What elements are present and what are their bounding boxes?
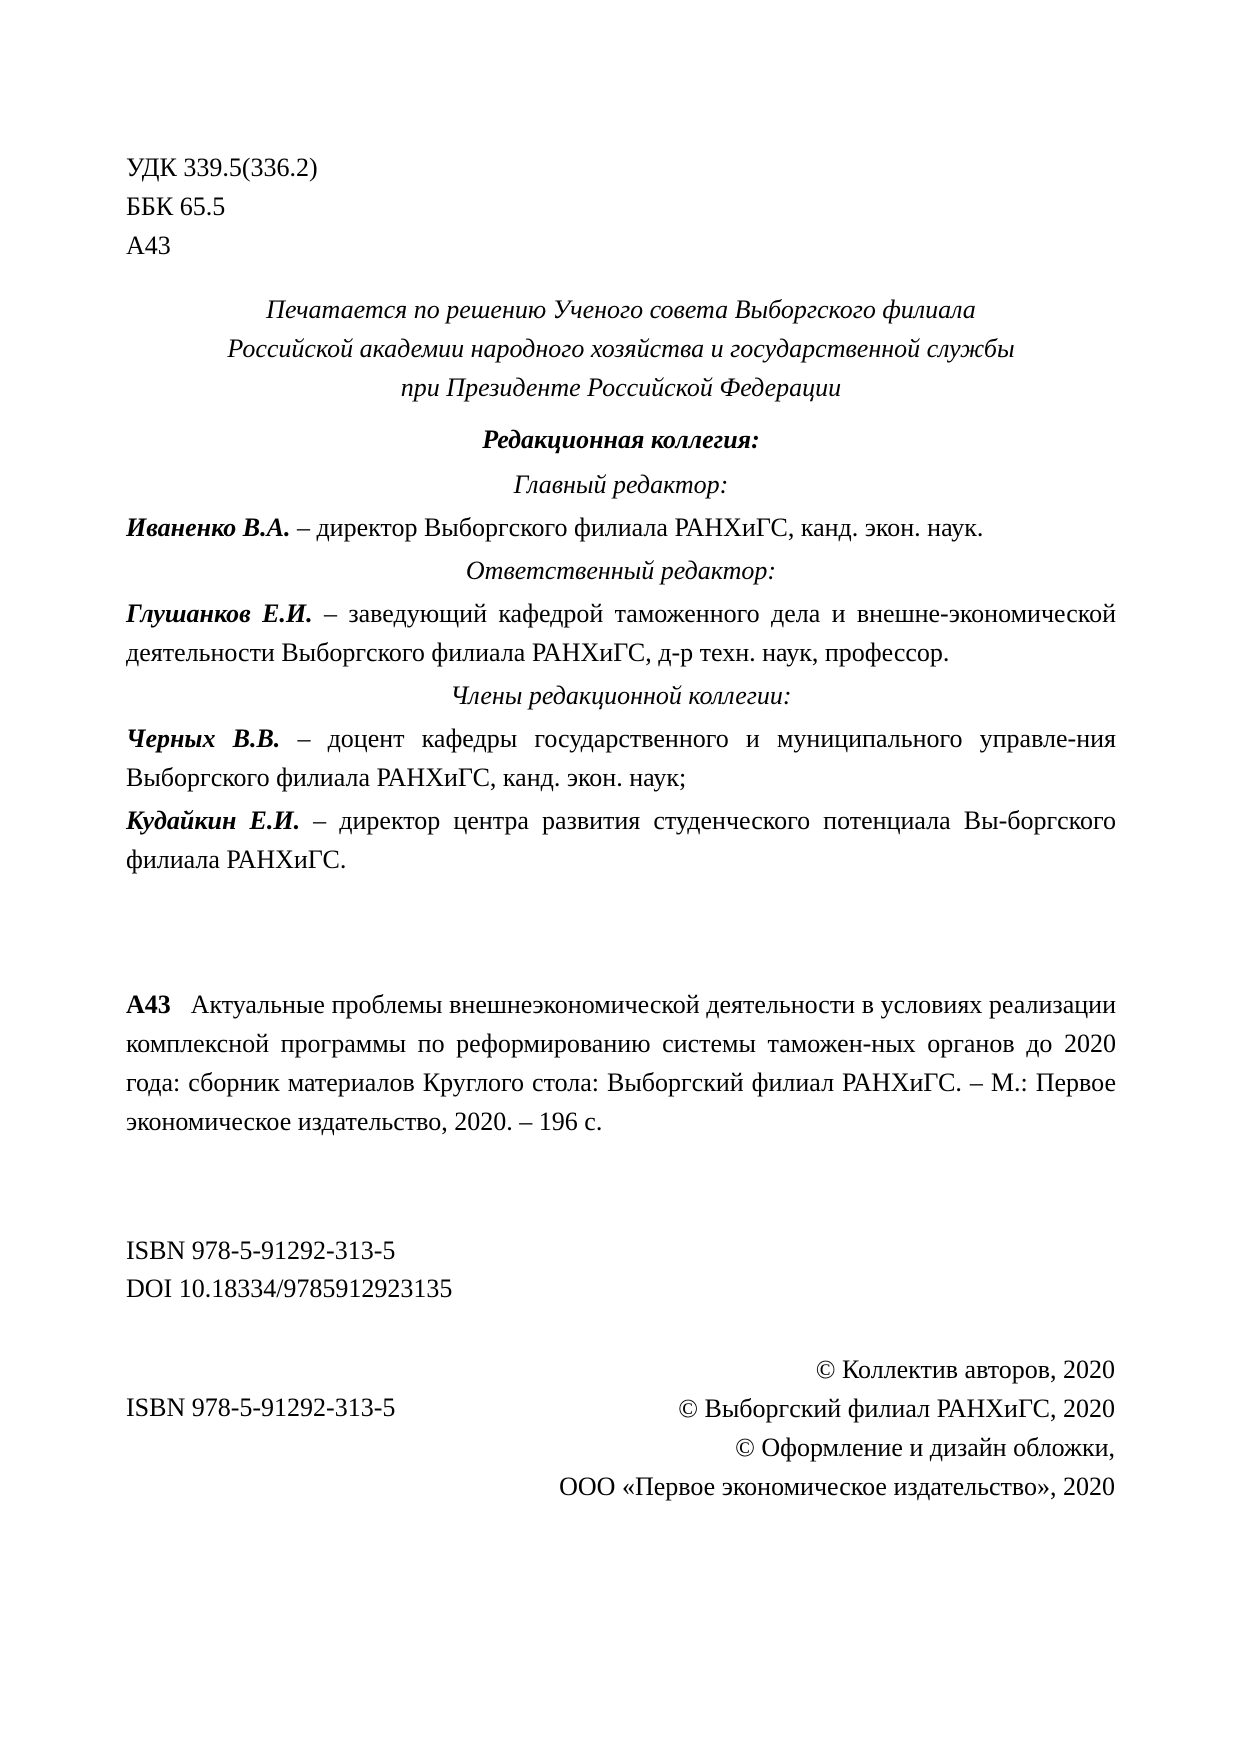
bbk-code: ББК 65.5 — [126, 192, 226, 221]
bibliographic-code: А43 — [126, 990, 171, 1019]
author-mark: А43 — [126, 231, 171, 260]
imprint-line: Печатается по решению Ученого совета Выборгского филиала — [266, 295, 976, 324]
chief-editor-name: Иваненко В.А. — [126, 513, 291, 542]
responsible-editor-entry — [126, 594, 1116, 672]
responsible-editor-name: Глушанков Е.И. — [126, 599, 313, 628]
isbn-number: ISBN 978-5-91292-313-5 — [126, 1236, 396, 1265]
responsible-editor-desc: – заведующий кафедрой таможенного дела и внешне-экономической деятельности Выборгского филиала РАНХиГС, д-р техн. наук, профессор. — [126, 599, 1116, 667]
copyright-notices — [559, 1350, 1115, 1506]
responsible-editor-role: Ответственный редактор: — [465, 556, 777, 585]
chief-editor-desc: – директор Выборгского филиала РАНХиГС, канд. экон. наук. — [290, 513, 984, 542]
board-member-name: Черных В.В. — [126, 724, 281, 753]
imprint-line: Российской академии народного хозяйства и государственной службы — [227, 334, 1015, 363]
copyright-line: ООО «Первое экономическое издательство», 2020 — [559, 1472, 1115, 1501]
bibliographic-record — [126, 985, 1116, 1141]
board-member-entry — [126, 719, 1116, 797]
copyright-line: © Выборгский филиал РАНХиГС, 2020 — [678, 1394, 1115, 1423]
doi-number: DOI 10.18334/9785912923135 — [126, 1274, 453, 1303]
classification-codes — [126, 148, 318, 265]
board-member-desc: – директор центра развития студенческого потенциала Вы-боргского филиала РАНХиГС. — [126, 806, 1117, 874]
imprint-line: при Президенте Российской Федерации — [400, 373, 842, 402]
chief-editor-role: Главный редактор: — [513, 470, 729, 499]
board-member-name: Кудайкин Е.И. — [126, 806, 301, 835]
identifiers — [126, 1232, 452, 1308]
board-members-role: Члены редакционной коллегии: — [450, 681, 792, 710]
copyright-line: © Оформление и дизайн обложки, — [735, 1433, 1115, 1462]
isbn-number-bottom: ISBN 978-5-91292-313-5 — [126, 1393, 396, 1422]
editorial-board-heading: Редакционная коллегия: — [482, 425, 760, 454]
board-member-entry — [126, 801, 1116, 879]
copyright-line: © Коллектив авторов, 2020 — [815, 1355, 1115, 1384]
editorial-board — [126, 420, 1116, 883]
bibliographic-text: Актуальные проблемы внешнеэкономической деятельности в условиях реализации комплексной программы по реформированию системы таможен-ных органов до 2020 года: сборник материалов Круглого стола: Выборгский филиал РАНХиГС. – М.: Первое экономическое издательство, 2020. – 196 с. — [126, 990, 1116, 1136]
imprint-note — [126, 290, 1116, 407]
udk-code: УДК 339.5(336.2) — [126, 153, 318, 182]
chief-editor-entry — [126, 508, 1116, 547]
board-member-desc: – доцент кафедры государственного и муниципального управле-ния Выборгского филиала РАНХиГС, канд. экон. наук; — [126, 724, 1116, 792]
